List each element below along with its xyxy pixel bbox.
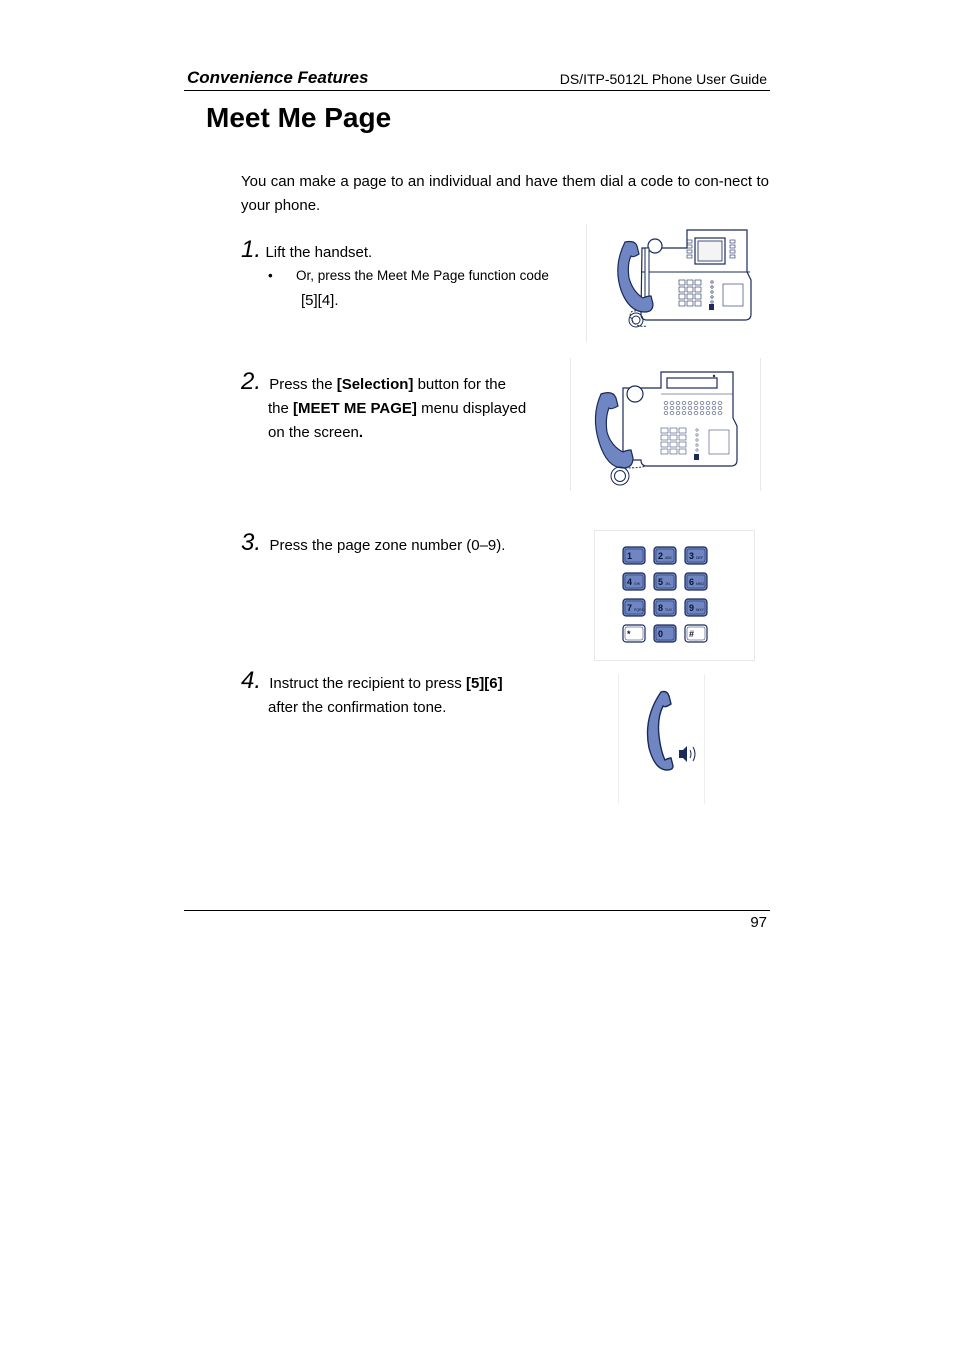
step-2-menu-name: [MEET ME PAGE]: [293, 400, 417, 417]
step-3: [241, 529, 505, 558]
key-0: [654, 625, 676, 642]
keypad-illustration: [594, 530, 755, 661]
step-2-mid1: button for the: [413, 376, 506, 393]
phone-illustration-2: [570, 358, 761, 491]
step-1: [241, 236, 372, 265]
step-4-number: 4.: [241, 667, 262, 694]
step-2-pre: Press the: [269, 376, 337, 393]
svg-text:GHI: GHI: [634, 582, 641, 586]
section-title: Convenience Features: [187, 68, 369, 87]
step-2-period: .: [358, 424, 364, 441]
svg-text:ABC: ABC: [665, 556, 673, 560]
key-2: [654, 547, 676, 564]
step-4-line2: after the confirmation tone.: [268, 699, 447, 716]
svg-text:MNO: MNO: [696, 582, 705, 586]
svg-text:DEF: DEF: [696, 556, 703, 560]
handset-speaker-icon: [619, 674, 704, 804]
header-divider: [184, 90, 770, 91]
step-1-bullet-code: [5][4].: [301, 292, 339, 309]
svg-text:4: 4: [627, 577, 633, 587]
step-2-number: 2.: [241, 368, 262, 395]
step-3-text: Press the page zone number (0–9).: [269, 537, 506, 554]
svg-text:*: *: [627, 629, 631, 639]
key-1: [623, 547, 645, 564]
svg-text:8: 8: [658, 603, 664, 613]
key-6: [685, 573, 707, 590]
svg-text:3: 3: [689, 551, 695, 561]
step-4: [241, 669, 541, 720]
step-3-number: 3.: [241, 529, 262, 556]
phone-display-icon: [571, 358, 760, 491]
step-2-line2-pre: the: [268, 400, 294, 417]
step-2-mid2: menu displayed: [416, 400, 527, 417]
handset-lifted-icon: [587, 224, 755, 342]
svg-text:7: 7: [627, 603, 633, 613]
step-1-bullet: [268, 268, 549, 283]
svg-text:0: 0: [658, 629, 664, 639]
phone-illustration-1: [586, 224, 755, 342]
page-title: Meet Me Page: [206, 102, 392, 133]
step-2-line3: on the screen: [268, 424, 359, 441]
svg-text:5: 5: [658, 577, 664, 587]
svg-text:2: 2: [658, 551, 664, 561]
step-1-number: 1.: [241, 236, 262, 263]
key-hash: [685, 625, 707, 642]
step-2: [241, 370, 561, 445]
step-1-bullet-text: Or, press the Meet Me Page function code: [296, 268, 549, 283]
bullet-icon: •: [268, 268, 273, 283]
svg-text:PQRS: PQRS: [634, 608, 644, 612]
step-1-text: Lift the handset.: [265, 244, 373, 261]
key-3: [685, 547, 707, 564]
key-8: [654, 599, 676, 616]
key-4: [623, 573, 645, 590]
key-9: [685, 599, 707, 616]
page-number: 97: [750, 914, 767, 931]
svg-text:#: #: [689, 629, 695, 639]
step-4-pre: Instruct the recipient to press: [269, 675, 466, 692]
key-star: [623, 625, 645, 642]
svg-text:JKL: JKL: [665, 582, 672, 586]
svg-text:1: 1: [627, 551, 633, 561]
svg-text:WXY: WXY: [696, 608, 704, 612]
keypad-svg: [595, 531, 754, 660]
key-7: [623, 599, 645, 616]
guide-title: DS/ITP-5012L Phone User Guide: [559, 71, 767, 87]
step-4-code: [5][6]: [465, 675, 503, 692]
svg-text:6: 6: [689, 577, 695, 587]
key-5: [654, 573, 676, 590]
step-2-selection-key: [Selection]: [336, 376, 414, 393]
handset-illustration: [618, 674, 705, 804]
svg-text:9: 9: [689, 603, 695, 613]
svg-text:TUV: TUV: [665, 608, 672, 612]
footer-divider: [184, 910, 770, 911]
intro-paragraph: You can make a page to an individual and have them dial a code to con-nect to your phone.: [241, 173, 769, 214]
